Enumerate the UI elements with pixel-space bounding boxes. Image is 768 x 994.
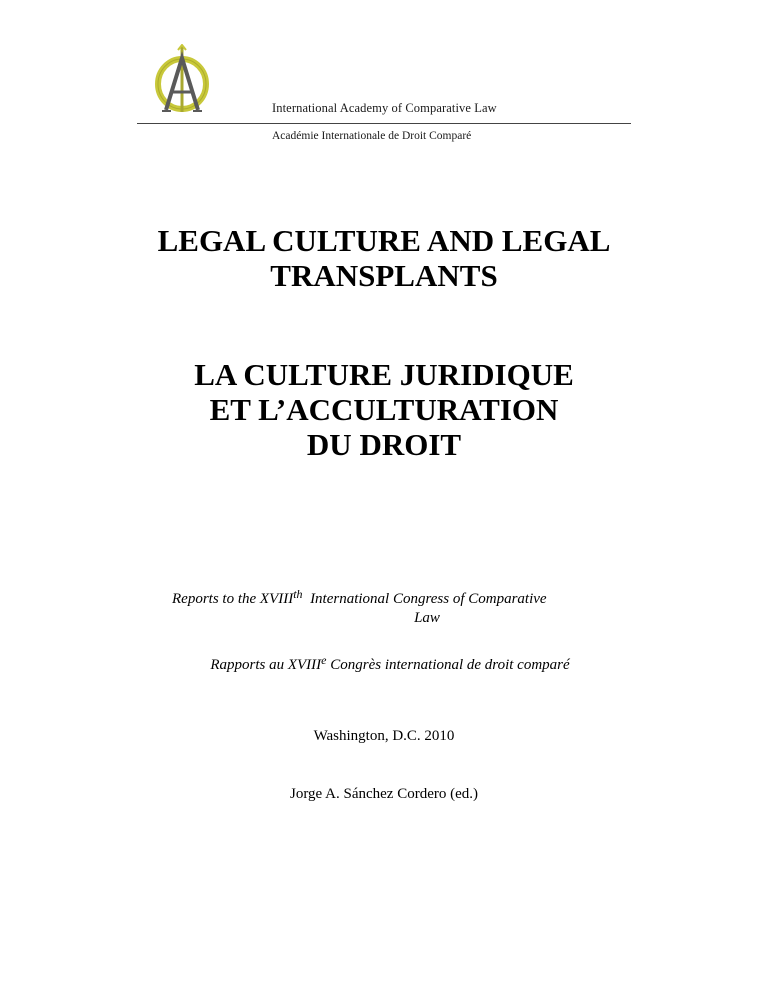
title-en-line-1: LEGAL CULTURE AND LEGAL xyxy=(157,223,611,258)
reports-fr-text-before: Rapports au XVIII xyxy=(210,657,322,673)
academy-emblem-icon xyxy=(152,44,218,116)
reports-en-line-2: Law xyxy=(414,610,440,626)
organization-name-fr: Académie Internationale de Droit Comparé xyxy=(272,130,472,142)
title-fr-line-3: DU DROIT xyxy=(306,427,462,462)
editor-name: Jorge A. Sánchez Cordero (ed.) xyxy=(290,786,478,802)
organization-name-en: International Academy of Comparative Law xyxy=(272,101,497,115)
title-fr-line-2: ET L’ACCULTURATION xyxy=(209,392,559,427)
reports-en-text-after: International Congress of Comparative xyxy=(302,591,547,607)
reports-fr-superscript: e xyxy=(321,653,327,667)
title-en-line-2: TRANSPLANTS xyxy=(270,258,498,293)
title-fr-line-1: LA CULTURE JURIDIQUE xyxy=(194,357,574,392)
reports-en-text-before: Reports to the XVIII xyxy=(172,591,294,607)
reports-english xyxy=(172,587,642,628)
title-english xyxy=(0,223,768,293)
reports-french xyxy=(0,653,768,674)
reports-fr-text-after: Congrès international de droit comparé xyxy=(326,657,570,673)
reports-en-superscript: th xyxy=(293,587,303,601)
title-french xyxy=(0,357,768,462)
header-divider xyxy=(137,123,631,124)
congress-place-year: Washington, D.C. 2010 xyxy=(313,728,455,744)
